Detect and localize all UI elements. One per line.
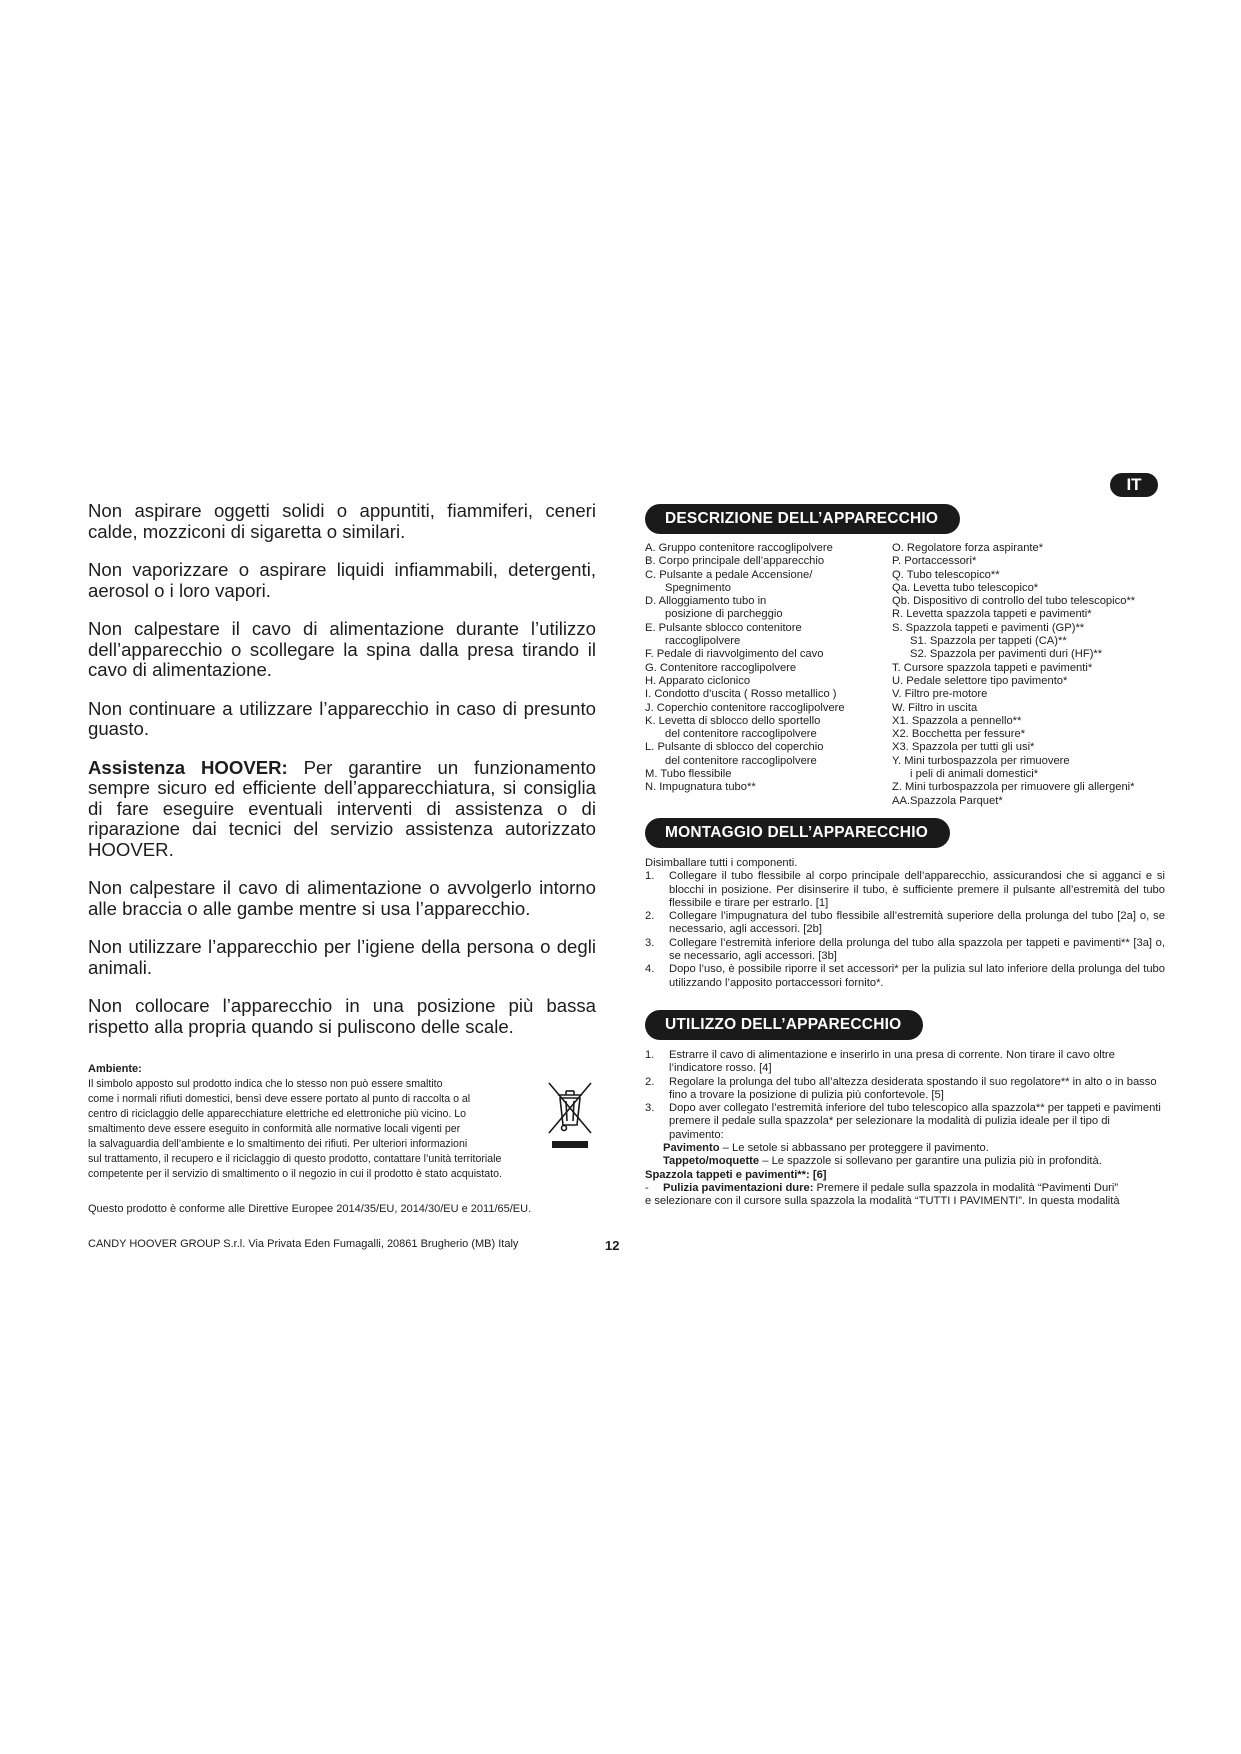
- company-address: CANDY HOOVER GROUP S.r.l. Via Privata Eden Fumagalli, 20861 Brugherio (MB) Italy: [88, 1238, 519, 1250]
- tappeto-mode: [645, 1155, 1165, 1168]
- part-item: Z. Mini turbospazzola per rimuovere gli allergeni*: [892, 781, 1135, 794]
- dash-bullet: -: [645, 1181, 649, 1194]
- part-item: X3. Spazzola per tutti gli usi*: [892, 741, 1035, 754]
- assistance-paragraph: [88, 758, 596, 861]
- safety-paragraph: Non vaporizzare o aspirare liquidi infiammabili, detergenti, aerosol o i loro vapori.: [88, 559, 596, 601]
- part-item: H. Apparato ciclonico: [645, 674, 751, 687]
- part-item: R. Levetta spazzola tappeti e pavimenti*: [892, 608, 1092, 621]
- utilizzo-section: [645, 1010, 1165, 1209]
- step-number: 3.: [645, 936, 655, 949]
- pulizia-continuation: e selezionare con il cursore sulla spazzola la modalità “TUTTI I PAVIMENTI”. In questa modalità: [645, 1195, 1120, 1208]
- page-number: 12: [605, 1238, 620, 1253]
- part-item: AA.Spazzola Parquet*: [892, 794, 1003, 807]
- part-item: M. Tubo flessibile: [645, 768, 732, 781]
- step-number: 4.: [645, 963, 655, 976]
- part-item: posizione di parcheggio: [665, 608, 783, 621]
- descrizione-heading: DESCRIZIONE DELL’APPARECCHIO: [645, 504, 960, 534]
- step-text: Regolare la prolunga del tubo all’altezza desiderata spostando il suo regolatore** in alto o in basso fino a trovare la posizione di pulizia più confortevole. [5]: [669, 1075, 1157, 1101]
- step-number: 3.: [645, 1102, 655, 1115]
- assistance-label: Assistenza HOOVER:: [88, 756, 288, 778]
- montaggio-heading: MONTAGGIO DELL’APPARECCHIO: [645, 818, 950, 848]
- pavimento-label: Pavimento: [663, 1142, 720, 1155]
- parts-list: [645, 542, 1165, 810]
- part-item: J. Coperchio contenitore raccoglipolvere: [645, 701, 845, 714]
- montaggio-step: [645, 963, 1165, 990]
- part-item: F. Pedale di riavvolgimento del cavo: [645, 648, 824, 661]
- part-item: P. Portaccessori*: [892, 555, 977, 568]
- montaggio-section: [645, 818, 1165, 990]
- part-item: Q. Tubo telescopico**: [892, 568, 1000, 581]
- utilizzo-step: [645, 1076, 1165, 1103]
- part-item: S2. Spazzola per pavimenti duri (HF)**: [910, 648, 1103, 661]
- part-item: U. Pedale selettore tipo pavimento*: [892, 674, 1068, 687]
- step-number: 2.: [645, 910, 655, 923]
- part-item: del contenitore raccoglipolvere: [665, 728, 817, 741]
- utilizzo-step: [645, 1102, 1165, 1142]
- step-text: Collegare l’estremità inferiore della prolunga del tubo alla spazzola per tappeti e pavimenti** [3a] o, se necessario, agli accessori. [3b]: [669, 936, 1165, 963]
- utilizzo-step: [645, 1049, 1165, 1076]
- part-item: O. Regolatore forza aspirante*: [892, 542, 1044, 554]
- step-text: Estrarre il cavo di alimentazione e inserirlo in una presa di corrente. Non tirare il cavo oltre l’indicatore rosso. [4]: [669, 1048, 1115, 1075]
- step-text: Dopo aver collegato l’estremità inferiore del tubo telescopico alla spazzola** per tappeti e pavimenti premere il pedale sulla spazzola* per selezionare la modalità di pulizia ideale per il tipo di pavimento:: [669, 1102, 1161, 1141]
- safety-paragraph: Non continuare a utilizzare l’apparecchio in caso di presunto guasto.: [88, 697, 596, 739]
- utilizzo-steps: [645, 1049, 1165, 1209]
- safety-paragraph: Non collocare l’apparecchio in una posizione più bassa rispetto alla propria quando si puliscono delle scale.: [88, 995, 596, 1037]
- step-number: 1.: [645, 1048, 655, 1061]
- conformity-text: Questo prodotto è conforme alle Direttive Europee 2014/35/EU, 2014/30/EU e 2011/65/EU.: [88, 1203, 532, 1215]
- part-item: T. Cursore spazzola tappeti e pavimenti*: [892, 661, 1093, 674]
- step-text: Collegare il tubo flessibile al corpo principale dell’apparecchio, assicurandosi che si agganci e si blocchi in posizione. Per disinserire il tubo, è sufficiente premere il pulsante all’estremità del tubo flessibile e tirare per estrarlo. [1]: [669, 870, 1165, 909]
- spazzola-title: Spazzola tappeti e pavimenti**: [6]: [645, 1168, 827, 1181]
- part-item: L. Pulsante di sblocco del coperchio: [645, 741, 824, 754]
- assistance-text: Per garantire un funzionamento sempre sicuro ed efficiente dell’apparecchiatura, si consiglia di fare eseguire eventuali interventi di assistenza o di riparazione dai tecnici del servizio assistenza autorizzato HOOVER.: [88, 756, 596, 860]
- part-item: S1. Spazzola per tappeti (CA)**: [910, 635, 1067, 648]
- tappeto-label: Tappeto/moquette: [663, 1155, 760, 1168]
- part-item: I. Condotto d’uscita ( Rosso metallico ): [645, 688, 837, 701]
- environment-text: [88, 1077, 596, 1182]
- pulizia-label: Pulizia pavimentazioni dure:: [663, 1181, 814, 1194]
- part-item: raccoglipolvere: [665, 635, 741, 648]
- environment-line: centro di riciclaggio delle apparecchiature elettriche ed elettroniche più vicino. Lo: [88, 1108, 467, 1120]
- part-item: K. Levetta di sblocco dello sportello: [645, 714, 821, 727]
- part-item: V. Filtro pre-motore: [892, 688, 988, 701]
- part-item: C. Pulsante a pedale Accensione/: [645, 568, 813, 581]
- montaggio-step: [645, 870, 1165, 910]
- safety-paragraph: Non calpestare il cavo di alimentazione durante l’utilizzo dell’apparecchio o scollegare la spina dalla presa tirando il cavo di alimentazione.: [88, 618, 596, 680]
- utilizzo-heading: UTILIZZO DELL’APPARECCHIO: [645, 1010, 923, 1040]
- part-item: Y. Mini turbospazzola per rimuovere: [892, 754, 1070, 767]
- part-item: B. Corpo principale dell’apparecchio: [645, 555, 825, 568]
- safety-column: [88, 501, 596, 1252]
- part-item: i peli di animali domestici*: [910, 768, 1039, 781]
- part-item: D. Alloggiamento tubo in: [645, 595, 767, 608]
- pulizia-item: [645, 1182, 1165, 1195]
- part-item: Qa. Levetta tubo telescopico*: [892, 581, 1039, 594]
- part-item: S. Spazzola tappeti e pavimenti (GP)**: [892, 621, 1085, 634]
- step-text: Dopo l’uso, è possibile riporre il set accessori* per la pulizia sul lato inferiore della prolunga del tubo utilizzando l’apposito portaccessori fornito*.: [669, 963, 1165, 989]
- tappeto-text: – Le spazzole si sollevano per garantire una pulizia più in profondità.: [759, 1155, 1102, 1168]
- step-number: 1.: [645, 870, 655, 883]
- environment-line: sul trattamento, il recupero e il riciclaggio di questo prodotto, contattare l’unità territoriale: [88, 1153, 502, 1165]
- pavimento-text: – Le setole si abbassano per proteggere il pavimento.: [719, 1142, 989, 1155]
- environment-line: la salvaguardia dell’ambiente e lo smaltimento dei rifiuti. Per ulteriori informazioni: [88, 1138, 468, 1150]
- environment-title: Ambiente:: [88, 1063, 142, 1075]
- pulizia-text: Premere il pedale sulla spazzola in modalità “Pavimenti Duri”: [813, 1181, 1119, 1194]
- part-item: X1. Spazzola a pennello**: [892, 714, 1022, 727]
- language-badge: IT: [1110, 473, 1158, 497]
- part-item: A. Gruppo contenitore raccoglipolvere: [645, 542, 833, 554]
- part-item: E. Pulsante sblocco contenitore: [645, 621, 802, 634]
- montaggio-step: [645, 910, 1165, 937]
- instructions-column: [645, 504, 1165, 1209]
- environment-line: Il simbolo apposto sul prodotto indica che lo stesso non può essere smaltito: [88, 1078, 443, 1090]
- parts-list-col2: [892, 542, 1172, 808]
- parts-list-col1: [645, 542, 890, 795]
- montaggio-step: [645, 937, 1165, 964]
- safety-paragraph: Non aspirare oggetti solidi o appuntiti, fiammiferi, ceneri calde, mozziconi di sigaretta o similari.: [88, 500, 596, 542]
- weee-bin-icon: [546, 1079, 594, 1153]
- part-item: W. Filtro in uscita: [892, 701, 978, 714]
- safety-paragraph: Non calpestare il cavo di alimentazione o avvolgerlo intorno alle braccia o alle gambe mentre si usa l’apparecchio.: [88, 877, 596, 919]
- part-item: Qb. Dispositivo di controllo del tubo telescopico**: [892, 595, 1136, 608]
- step-number: 2.: [645, 1075, 655, 1088]
- step-text: Collegare l’impugnatura del tubo flessibile all’estremità superiore della prolunga del tubo [2a] o, se necessario, agli accessori. [2b]: [669, 910, 1165, 936]
- environment-line: smaltimento deve essere eseguito in conformità alle normative locali vigenti per: [88, 1123, 461, 1135]
- montaggio-intro: Disimballare tutti i componenti.: [645, 857, 798, 869]
- pavimento-mode: [645, 1142, 1165, 1155]
- montaggio-steps: [645, 857, 1165, 990]
- safety-paragraph: Non utilizzare l’apparecchio per l’igiene della persona o degli animali.: [88, 936, 596, 978]
- environment-line: come i normali rifiuti domestici, bensì deve essere portato al punto di raccolta o al: [88, 1093, 471, 1105]
- part-item: Spegnimento: [665, 581, 731, 594]
- part-item: X2. Bocchetta per fessure*: [892, 728, 1026, 741]
- part-item: N. Impugnatura tubo**: [645, 781, 756, 794]
- part-item: G. Contenitore raccoglipolvere: [645, 661, 797, 674]
- environment-section: [88, 1077, 596, 1182]
- environment-line: competente per il servizio di smaltimento o il negozio in cui il prodotto è stato acquistato.: [88, 1168, 502, 1180]
- part-item: del contenitore raccoglipolvere: [665, 754, 817, 767]
